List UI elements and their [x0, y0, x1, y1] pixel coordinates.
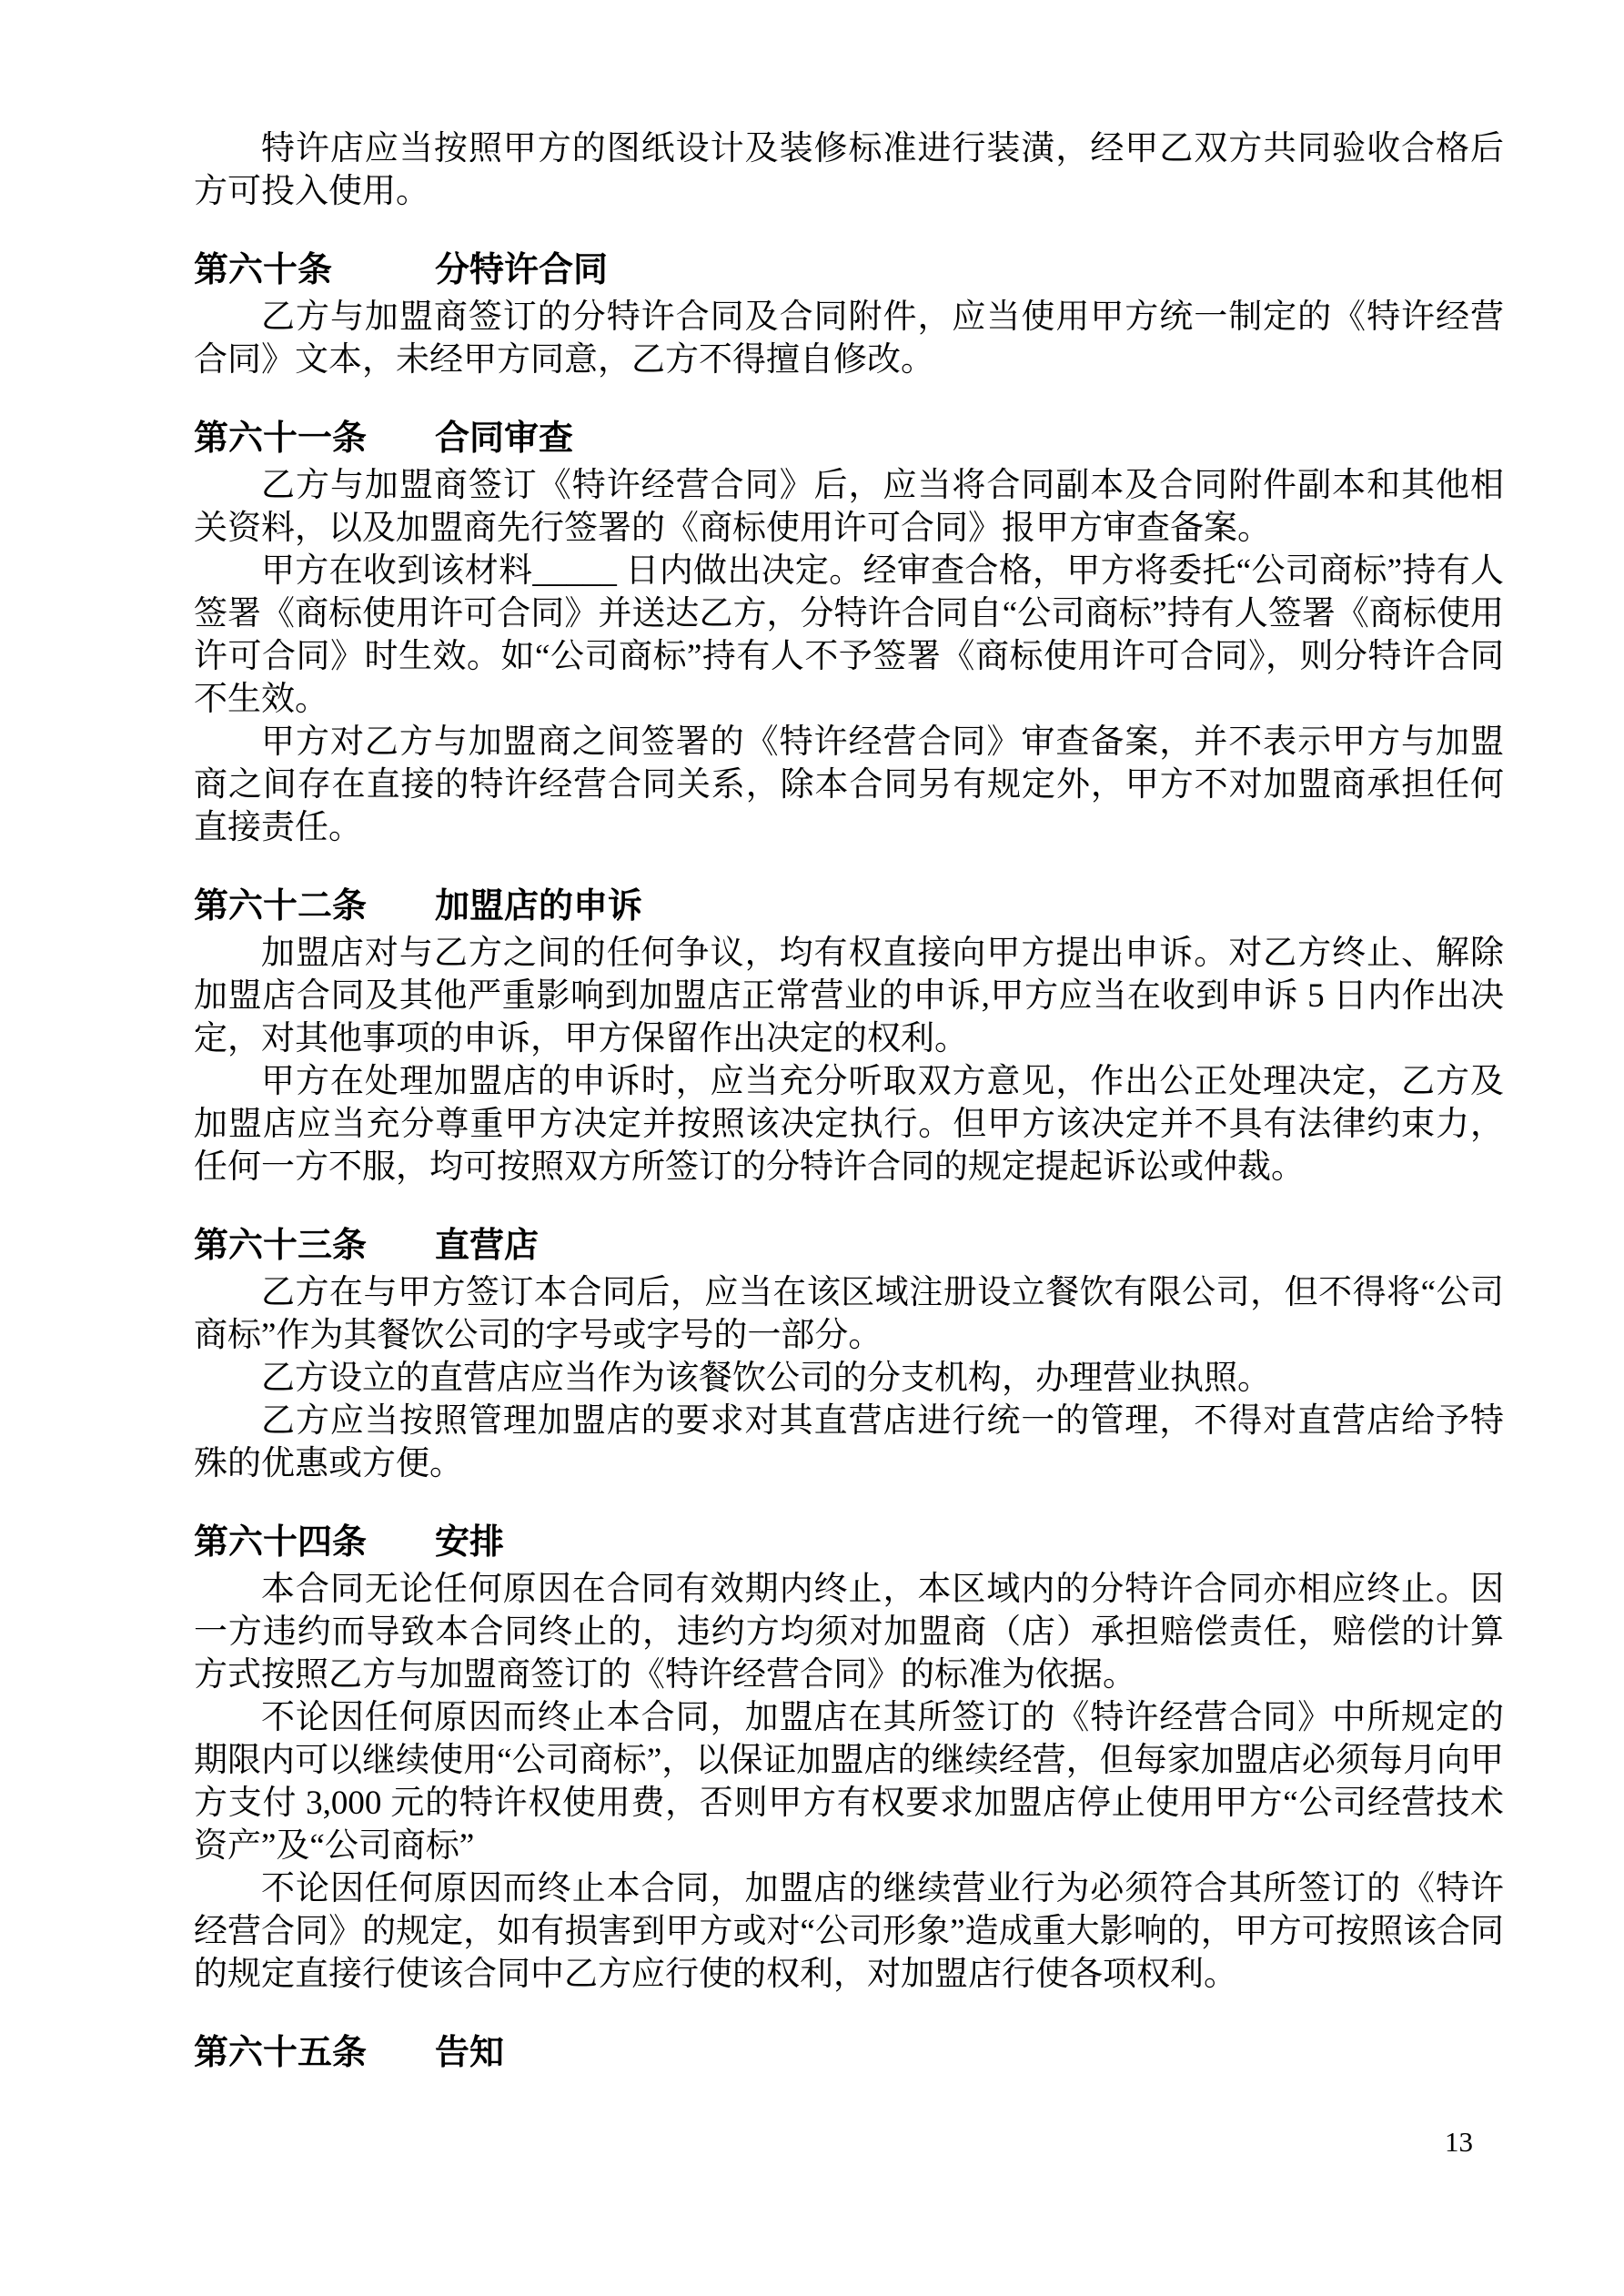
clause-number: 第六十三条	[194, 1227, 368, 1265]
clause-title: 直营店	[435, 1227, 540, 1265]
clause-title: 告知	[435, 2034, 505, 2072]
clause-heading	[194, 1225, 1504, 1268]
clause-number: 第六十二条	[194, 887, 368, 925]
contract-paragraph: 甲方在处理加盟店的申诉时，应当充分听取双方意见，作出公正处理决定，乙方及加盟店应当充分尊重甲方决定并按照该决定执行。但甲方该决定并不具有法律约束力，任何一方不服，均可按照双方所签订的分特许合同的规定提起诉讼或仲裁。	[194, 1063, 1504, 1186]
clause-number: 第六十一条	[194, 420, 368, 458]
page-number: 13	[1445, 2126, 1473, 2158]
contract-paragraph: 甲方在收到该材料_____ 日内做出决定。经审查合格，甲方将委托“公司商标”持有人签署《商标使用许可合同》并送达乙方，分特许合同自“公司商标”持有人签署《商标使用许可合同》时生效。如“公司商标”持有人不予签署《商标使用许可合同》，则分特许合同不生效。	[194, 552, 1504, 718]
contract-paragraph: 加盟店对与乙方之间的任何争议，均有权直接向甲方提出申诉。对乙方终止、解除加盟店合同及其他严重影响到加盟店正常营业的申诉,甲方应当在收到申诉 5 日内作出决定，对其他事项的申诉，甲方保留作出决定的权利。	[194, 935, 1504, 1057]
clause-title: 分特许合同	[435, 251, 609, 289]
document-body	[194, 127, 1504, 2079]
contract-paragraph: 特许店应当按照甲方的图纸设计及装修标准进行装潢，经甲乙双方共同验收合格后方可投入使用。	[194, 130, 1504, 210]
contract-paragraph: 本合同无论任何原因在合同有效期内终止，本区域内的分特许合同亦相应终止。因一方违约而导致本合同终止的，违约方均须对加盟商（店）承担赔偿责任，赔偿的计算方式按照乙方与加盟商签订的《特许经营合同》的标准为依据。	[194, 1571, 1504, 1694]
clause-heading	[194, 885, 1504, 928]
clause-heading	[194, 418, 1504, 460]
contract-paragraph: 乙方应当按照管理加盟店的要求对其直营店进行统一的管理，不得对直营店给予特殊的优惠或方便。	[194, 1402, 1504, 1482]
contract-paragraph: 乙方在与甲方签订本合同后，应当在该区域注册设立餐饮有限公司，但不得将“公司商标”作为其餐饮公司的字号或字号的一部分。	[194, 1274, 1504, 1354]
clause-title: 合同审查	[435, 420, 574, 458]
contract-paragraph: 不论因任何原因而终止本合同，加盟店的继续营业行为必须符合其所签订的《特许经营合同》的规定，如有损害到甲方或对“公司形象”造成重大影响的，甲方可按照该合同的规定直接行使该合同中乙方应行使的权利，对加盟店行使各项权利。	[194, 1870, 1504, 1993]
contract-paragraph: 不论因任何原因而终止本合同，加盟店在其所签订的《特许经营合同》中所规定的期限内可以继续使用“公司商标”，以保证加盟店的继续经营，但每家加盟店必须每月向甲方支付 3,000 元的特许权使用费，否则甲方有权要求加盟店停止使用甲方“公司经营技术资产”及“公司商标”	[194, 1699, 1504, 1865]
contract-paragraph: 甲方对乙方与加盟商之间签署的《特许经营合同》审查备案，并不表示甲方与加盟商之间存在直接的特许经营合同关系，除本合同另有规定外，甲方不对加盟商承担任何直接责任。	[194, 723, 1504, 846]
clause-number: 第六十条	[194, 251, 333, 289]
contract-paragraph: 乙方设立的直营店应当作为该餐饮公司的分支机构，办理营业执照。	[261, 1360, 1271, 1397]
clause-title: 安排	[435, 1523, 505, 1562]
clause-heading	[194, 249, 1504, 292]
clause-title: 加盟店的申诉	[435, 887, 643, 925]
clause-heading	[194, 1522, 1504, 1564]
contract-paragraph: 乙方与加盟商签订的分特许合同及合同附件，应当使用甲方统一制定的《特许经营合同》文本，未经甲方同意，乙方不得擅自修改。	[194, 298, 1504, 379]
clause-heading	[194, 2032, 1504, 2075]
contract-paragraph: 乙方与加盟商签订《特许经营合同》后，应当将合同副本及合同附件副本和其他相关资料，以及加盟商先行签署的《商标使用许可合同》报甲方审查备案。	[194, 467, 1504, 547]
clause-number: 第六十四条	[194, 1523, 368, 1562]
clause-number: 第六十五条	[194, 2034, 368, 2072]
